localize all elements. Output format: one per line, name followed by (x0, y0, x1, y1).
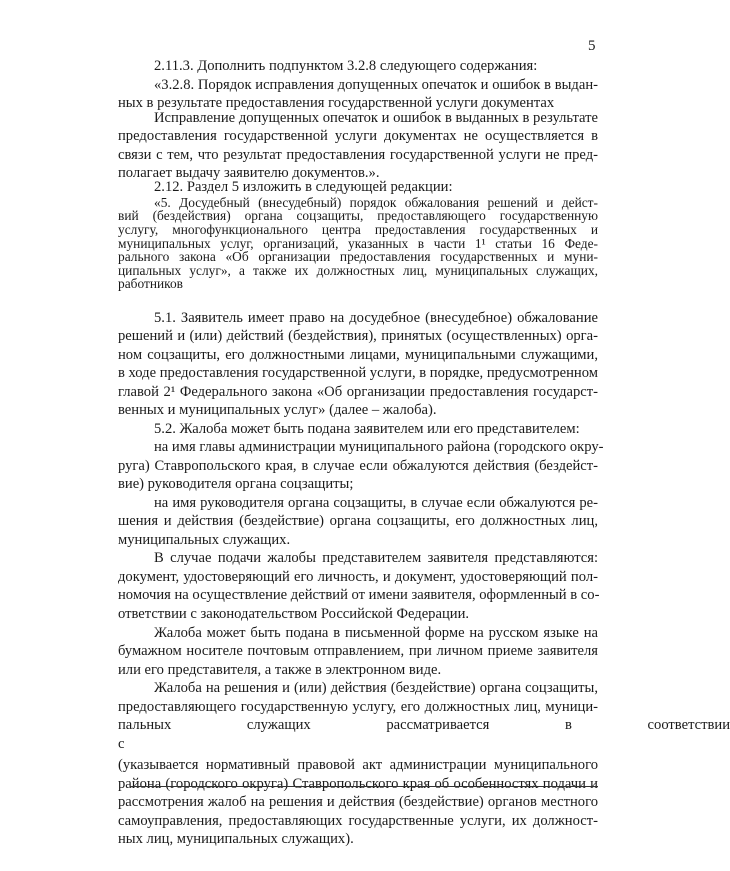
text-line: решений и (или) действий (бездействия), принятых (осуществленных) орга- (118, 328, 598, 344)
text-line: 5.2. Жалоба может быть подана заявителем или его представителем: (154, 421, 580, 437)
text-line: муниципальных услуг, организаций, указанных в части 1¹ статьи 16 Феде- (118, 236, 598, 251)
page-number: 5 (588, 38, 596, 54)
text-line: или его представителя, а также в электронном виде. (118, 662, 442, 678)
text-line: рассмотрения жалоб на решения и действия (бездействие) органов местного (118, 794, 598, 810)
text-line: «5. Досудебный (внесудебный) порядок обжалования решений и дейст- (154, 195, 598, 210)
text-line: на имя руководителя органа соцзащиты, в случае если обжалуются ре- (154, 495, 598, 511)
text-line: венных и муниципальных услуг» (далее – жалоба). (118, 402, 437, 418)
blank-fill-line (130, 786, 598, 787)
text-line: Жалоба может быть подана в письменной форме на русском языке на (154, 625, 598, 641)
text-line: самоуправления, предоставляющих государственные услуги, их должност- (118, 813, 598, 829)
text-line: бумажном носителе почтовым отправлением, при личном приеме заявителя (118, 643, 598, 659)
text-line: В случае подачи жалобы представителем заявителя представляются: (154, 550, 598, 566)
text-line: «3.2.8. Порядок исправления допущенных опечаток и ошибок в выдан- (154, 77, 598, 93)
text-line: с (118, 736, 125, 752)
text-line: работников (118, 276, 183, 291)
text-line: района (городского округа) Ставропольского края об особенностях подачи и (118, 776, 598, 792)
text-line: 2.11.3. Дополнить подпунктом 3.2.8 следующего содержания: (154, 58, 538, 74)
text-line: шения и действия (бездействие) органа соцзащиты, его должностных лиц, (118, 513, 598, 529)
text-line: муниципальных служащих. (118, 532, 291, 548)
text-line: ных в результате предоставления государственной услуги документах (118, 95, 555, 111)
text-line: ципальных услуг», а также их должностных лиц, муниципальных служащих, (118, 263, 598, 278)
text-line: ных лиц, муниципальных служащих). (118, 831, 354, 847)
text-line: ответствии с законодательством Российской Федерации. (118, 606, 470, 622)
text-line: предоставления государственной услуги документах не осуществляется в (118, 128, 598, 144)
text-line: Исправление допущенных опечаток и ошибок в выданных в результате (154, 110, 598, 126)
text-line: услугу, многофункционального центра предоставления государственных и (118, 222, 598, 237)
text-line: ном соцзащиты, его должностными лицами, муниципальными служащими, (118, 347, 598, 363)
text-line: руга) Ставропольского края, в случае если обжалуются действия (бездейст- (118, 458, 598, 474)
text-line: номочия на осуществление действий от имени заявителя, оформленный в со- (118, 587, 600, 603)
text-line: на имя главы администрации муниципального района (городского окру- (154, 439, 604, 455)
text-line: документ, удостоверяющий его личность, и документ, удостоверяющий пол- (118, 569, 598, 585)
text-line: связи с тем, что результат предоставления государственной услуги не пред- (118, 147, 598, 163)
text-line: (указывается нормативный правовой акт администрации муниципального (118, 757, 598, 773)
text-line: вие) руководителя органа соцзащиты; (118, 476, 354, 492)
text-line: 5.1. Заявитель имеет право на досудебное (внесудебное) обжалование (154, 310, 598, 326)
text-line: главой 2¹ Федерального закона «Об организации предоставления государст- (118, 384, 598, 400)
text-line: пальных служащих рассматривается в соответствии (118, 717, 730, 733)
text-line: полагает выдачу заявителю документов.». (118, 165, 380, 181)
text-line: предоставляющего государственную услугу, его должностных лиц, муници- (118, 699, 598, 715)
text-line: рального закона «Об организации предоставления государственных и муни- (118, 249, 598, 264)
text-line: 2.12. Раздел 5 изложить в следующей редакции: (154, 179, 453, 195)
text-line: Жалоба на решения и (или) действия (бездействие) органа соцзащиты, (154, 680, 598, 696)
text-line: вий (бездействия) органа соцзащиты, предоставляющего государственную (118, 208, 598, 223)
text-line: в ходе предоставления государственной услуги, в порядке, предусмотренном (118, 365, 598, 381)
